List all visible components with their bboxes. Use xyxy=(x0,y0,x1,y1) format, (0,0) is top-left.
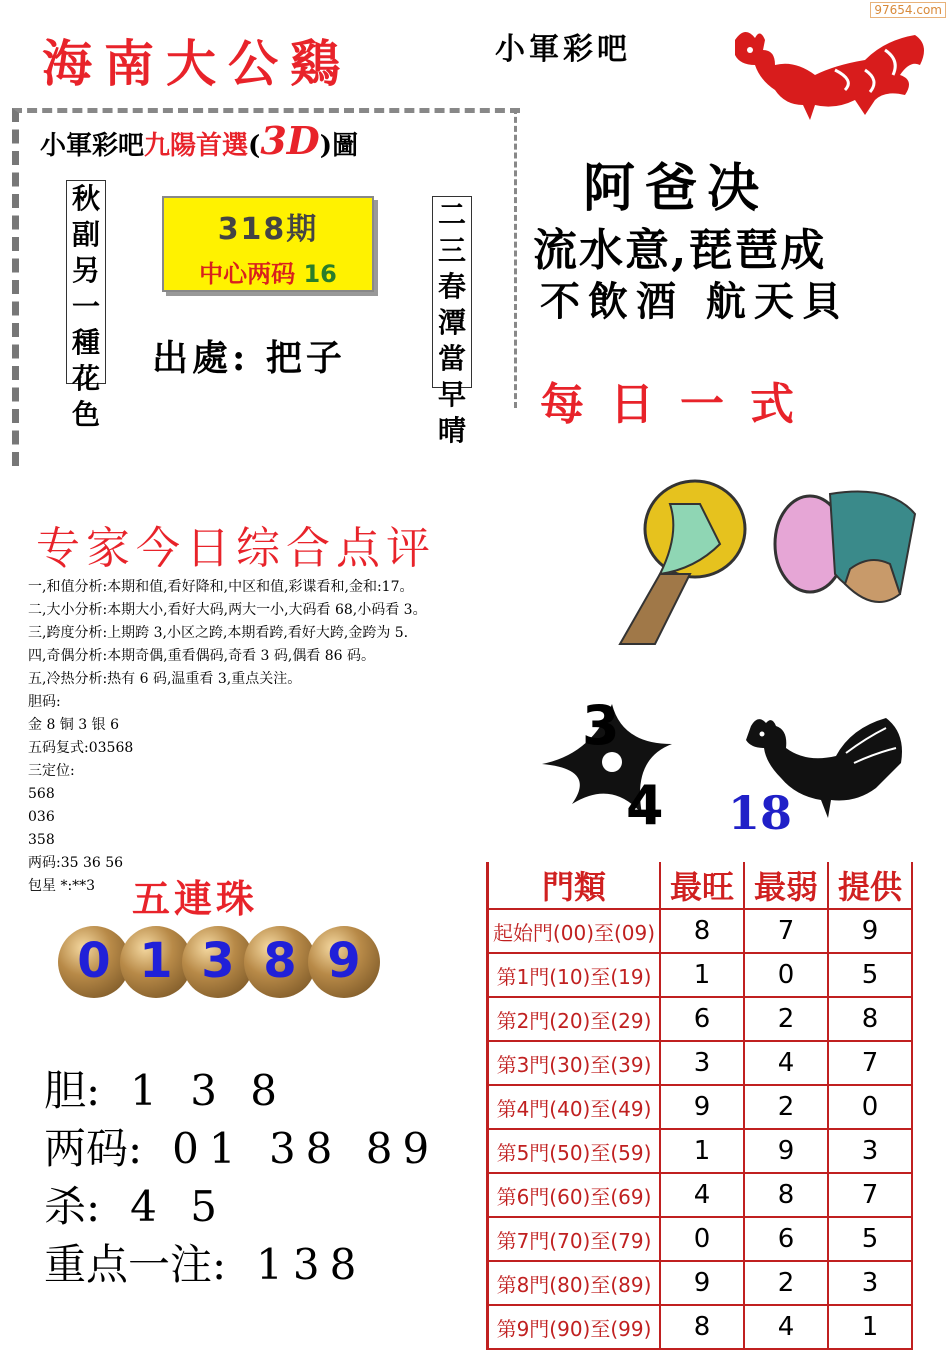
poem-title: 阿爸决 xyxy=(583,158,770,219)
rooster-papercut-icon xyxy=(715,20,935,125)
ball: 3 xyxy=(182,926,254,998)
banner-open: ( xyxy=(248,131,261,161)
ball-row xyxy=(58,926,388,989)
banner-code: 3D xyxy=(260,118,320,163)
banner xyxy=(40,118,358,163)
pick-row xyxy=(44,1062,439,1120)
frame-divider xyxy=(514,108,523,408)
table-row xyxy=(488,1261,913,1305)
page-subtitle: 小軍彩吧 xyxy=(495,32,631,67)
issue-label: 中心两码 xyxy=(199,260,296,288)
pick-label: 杀: xyxy=(44,1182,101,1231)
table-row xyxy=(488,1085,913,1129)
give-cell: 7 xyxy=(828,1041,912,1085)
min-cell: 8 xyxy=(744,1173,828,1217)
site-badge[interactable]: 97654.com xyxy=(870,2,946,18)
poem-line1: 流水意,琵琶成 xyxy=(533,225,827,276)
max-cell: 9 xyxy=(660,1085,744,1129)
analysis-line: 五,冷热分析:热有 6 码,温重看 3,重点关注。 xyxy=(28,671,302,687)
zodiac-value: 把子 xyxy=(265,337,346,379)
max-cell: 1 xyxy=(660,1129,744,1173)
picks-block xyxy=(44,1062,439,1294)
min-cell: 6 xyxy=(744,1217,828,1261)
door-table-header xyxy=(488,862,913,909)
banner-end: 圖 xyxy=(332,131,359,161)
give-cell: 5 xyxy=(828,953,912,997)
wulianzhu-title: 五連珠 xyxy=(132,876,259,921)
right-vertical-text: 二三春潭當早晴 xyxy=(432,196,472,388)
analysis-line: 包星 *:**3 xyxy=(28,878,96,894)
door-label: 第7門(70)至(79) xyxy=(488,1217,661,1261)
analysis-line: 胆码: xyxy=(28,694,61,710)
ball: 1 xyxy=(120,926,192,998)
pick-label: 两码: xyxy=(44,1124,143,1173)
expert-title: 专家今日综合点评 xyxy=(36,523,436,574)
daily-title: 每日一式 xyxy=(540,379,820,430)
give-cell: 5 xyxy=(828,1217,912,1261)
banner-close: ) xyxy=(319,131,333,161)
banner-part2: 九陽首選 xyxy=(144,131,249,161)
min-cell: 4 xyxy=(744,1305,828,1349)
table-row xyxy=(488,1173,913,1217)
pick-value: 1 3 8 xyxy=(130,1066,288,1115)
door-label: 第1門(10)至(19) xyxy=(488,953,661,997)
zodiac-hint xyxy=(152,330,346,381)
table-row xyxy=(488,909,913,953)
graphic-number-b: 4 xyxy=(626,774,664,837)
give-cell: 1 xyxy=(828,1305,912,1349)
give-cell: 7 xyxy=(828,1173,912,1217)
ball: 9 xyxy=(308,926,380,998)
expert-analysis xyxy=(28,576,608,898)
table-row xyxy=(488,1041,913,1085)
max-cell: 8 xyxy=(660,1305,744,1349)
min-cell: 2 xyxy=(744,1261,828,1305)
pick-value: 138 xyxy=(256,1240,367,1289)
analysis-line: 568 xyxy=(28,786,55,802)
table-row xyxy=(488,1129,913,1173)
analysis-line: 金 8 铜 3 银 6 xyxy=(28,717,119,733)
banner-part1: 小軍彩吧 xyxy=(40,131,145,161)
door-label: 第4門(40)至(49) xyxy=(488,1085,661,1129)
pick-value: 01 38 89 xyxy=(172,1124,440,1173)
poem-line2: 不飲酒 航天貝 xyxy=(540,278,850,325)
door-label: 第5門(50)至(59) xyxy=(488,1129,661,1173)
give-cell: 3 xyxy=(828,1261,912,1305)
table-row xyxy=(488,953,913,997)
give-cell: 8 xyxy=(828,997,912,1041)
pick-label: 重点一注: xyxy=(44,1240,227,1289)
give-cell: 3 xyxy=(828,1129,912,1173)
ball: 0 xyxy=(58,926,130,998)
issue-center-codes xyxy=(164,254,372,289)
min-cell: 2 xyxy=(744,997,828,1041)
analysis-line: 三,跨度分析:上期跨 3,小区之跨,本期看跨,看好大跨,金跨为 5. xyxy=(28,625,409,641)
pick-value: 4 5 xyxy=(130,1182,227,1231)
analysis-line: 036 xyxy=(28,809,55,825)
door-label: 第9門(90)至(99) xyxy=(488,1305,661,1349)
door-table xyxy=(486,862,913,1350)
col-header-min: 最弱 xyxy=(744,862,828,909)
min-cell: 0 xyxy=(744,953,828,997)
pick-row xyxy=(44,1178,439,1236)
zodiac-label: 出處: xyxy=(152,337,250,379)
ball: 8 xyxy=(244,926,316,998)
door-label: 第6門(60)至(69) xyxy=(488,1173,661,1217)
max-cell: 9 xyxy=(660,1261,744,1305)
col-header-give: 提供 xyxy=(828,862,912,909)
issue-value: 16 xyxy=(303,260,337,288)
table-row xyxy=(488,997,913,1041)
max-cell: 1 xyxy=(660,953,744,997)
paint-brush-icon xyxy=(600,474,920,644)
min-cell: 2 xyxy=(744,1085,828,1129)
analysis-line: 358 xyxy=(28,832,55,848)
table-row xyxy=(488,1305,913,1349)
col-header-door: 門類 xyxy=(488,862,661,909)
min-cell: 4 xyxy=(744,1041,828,1085)
page-title: 海南大公鷄 xyxy=(42,34,352,93)
max-cell: 4 xyxy=(660,1173,744,1217)
pick-label: 胆: xyxy=(44,1066,101,1115)
analysis-line: 两码:35 36 56 xyxy=(28,855,124,871)
max-cell: 0 xyxy=(660,1217,744,1261)
pick-row xyxy=(44,1120,439,1178)
max-cell: 3 xyxy=(660,1041,744,1085)
left-vertical-text: 秋副另一種花色 xyxy=(66,180,106,384)
max-cell: 6 xyxy=(660,997,744,1041)
door-label: 第2門(20)至(29) xyxy=(488,997,661,1041)
min-cell: 9 xyxy=(744,1129,828,1173)
issue-number: 318期 xyxy=(217,212,319,247)
door-label: 起始門(00)至(09) xyxy=(488,909,661,953)
graphic-number-c: 18 xyxy=(728,786,793,840)
analysis-line: 五码复式:03568 xyxy=(28,740,134,756)
analysis-line: 三定位: xyxy=(28,763,75,779)
door-label: 第8門(80)至(89) xyxy=(488,1261,661,1305)
door-label: 第3門(30)至(39) xyxy=(488,1041,661,1085)
analysis-line: 一,和值分析:本期和值,看好降和,中区和值,彩谍看和,金和:17。 xyxy=(28,579,414,595)
give-cell: 0 xyxy=(828,1085,912,1129)
table-row xyxy=(488,1217,913,1261)
analysis-line: 四,奇偶分析:本期奇偶,重看偶码,奇看 3 码,偶看 86 码。 xyxy=(28,648,376,664)
col-header-max: 最旺 xyxy=(660,862,744,909)
issue-box xyxy=(162,196,374,292)
max-cell: 8 xyxy=(660,909,744,953)
give-cell: 9 xyxy=(828,909,912,953)
graphic-number-a: 3 xyxy=(582,694,620,757)
pick-row xyxy=(44,1236,439,1294)
analysis-line: 二,大小分析:本期大小,看好大码,两大一小,大码看 68,小码看 3。 xyxy=(28,602,427,618)
min-cell: 7 xyxy=(744,909,828,953)
